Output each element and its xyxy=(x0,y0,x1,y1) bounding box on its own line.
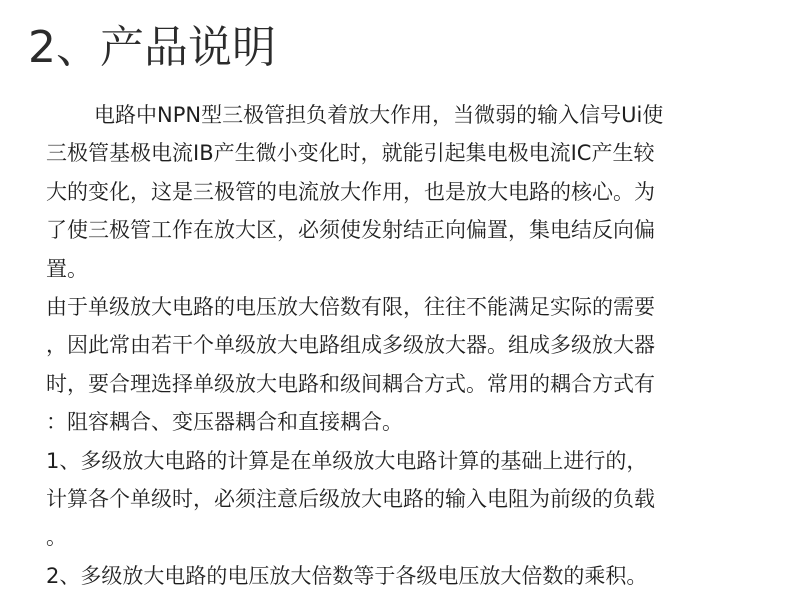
body-line-13: 2、多级放大电路的电压放大倍数等于各级电压放大倍数的乘积。 xyxy=(46,563,648,588)
body-line-5: 置。 xyxy=(46,256,88,281)
body-line-2: 三极管基极电流IB产生微小变化时，就能引起集电极电流IC产生较 xyxy=(46,141,655,166)
description-body xyxy=(46,96,758,595)
body-line-7: ，因此常由若干个单级放大电路组成多级放大器。组成多级放大器 xyxy=(46,333,655,358)
body-line-6: 由于单级放大电路的电压放大倍数有限，往往不能满足实际的需要 xyxy=(46,294,655,319)
body-line-9: ：阻容耦合、变压器耦合和直接耦合。 xyxy=(46,410,403,435)
body-line-1: 电路中NPN型三极管担负着放大作用，当微弱的输入信号Ui使 xyxy=(94,103,664,127)
body-line-12: 。 xyxy=(46,525,67,550)
body-line-4: 了使三极管工作在放大区，必须使发射结正向偏置，集电结反向偏 xyxy=(46,218,655,243)
body-line-10: 1、多级放大电路的计算是在单级放大电路计算的基础上进行的， xyxy=(46,448,648,473)
section-heading: 2、产品说明 xyxy=(28,22,276,73)
body-line-8: 时，要合理选择单级放大电路和级间耦合方式。常用的耦合方式有 xyxy=(46,371,655,396)
body-line-11: 计算各个单级时，必须注意后级放大电路的输入电阻为前级的负载 xyxy=(46,486,655,511)
body-line-3: 大的变化，这是三极管的电流放大作用，也是放大电路的核心。为 xyxy=(46,179,655,204)
